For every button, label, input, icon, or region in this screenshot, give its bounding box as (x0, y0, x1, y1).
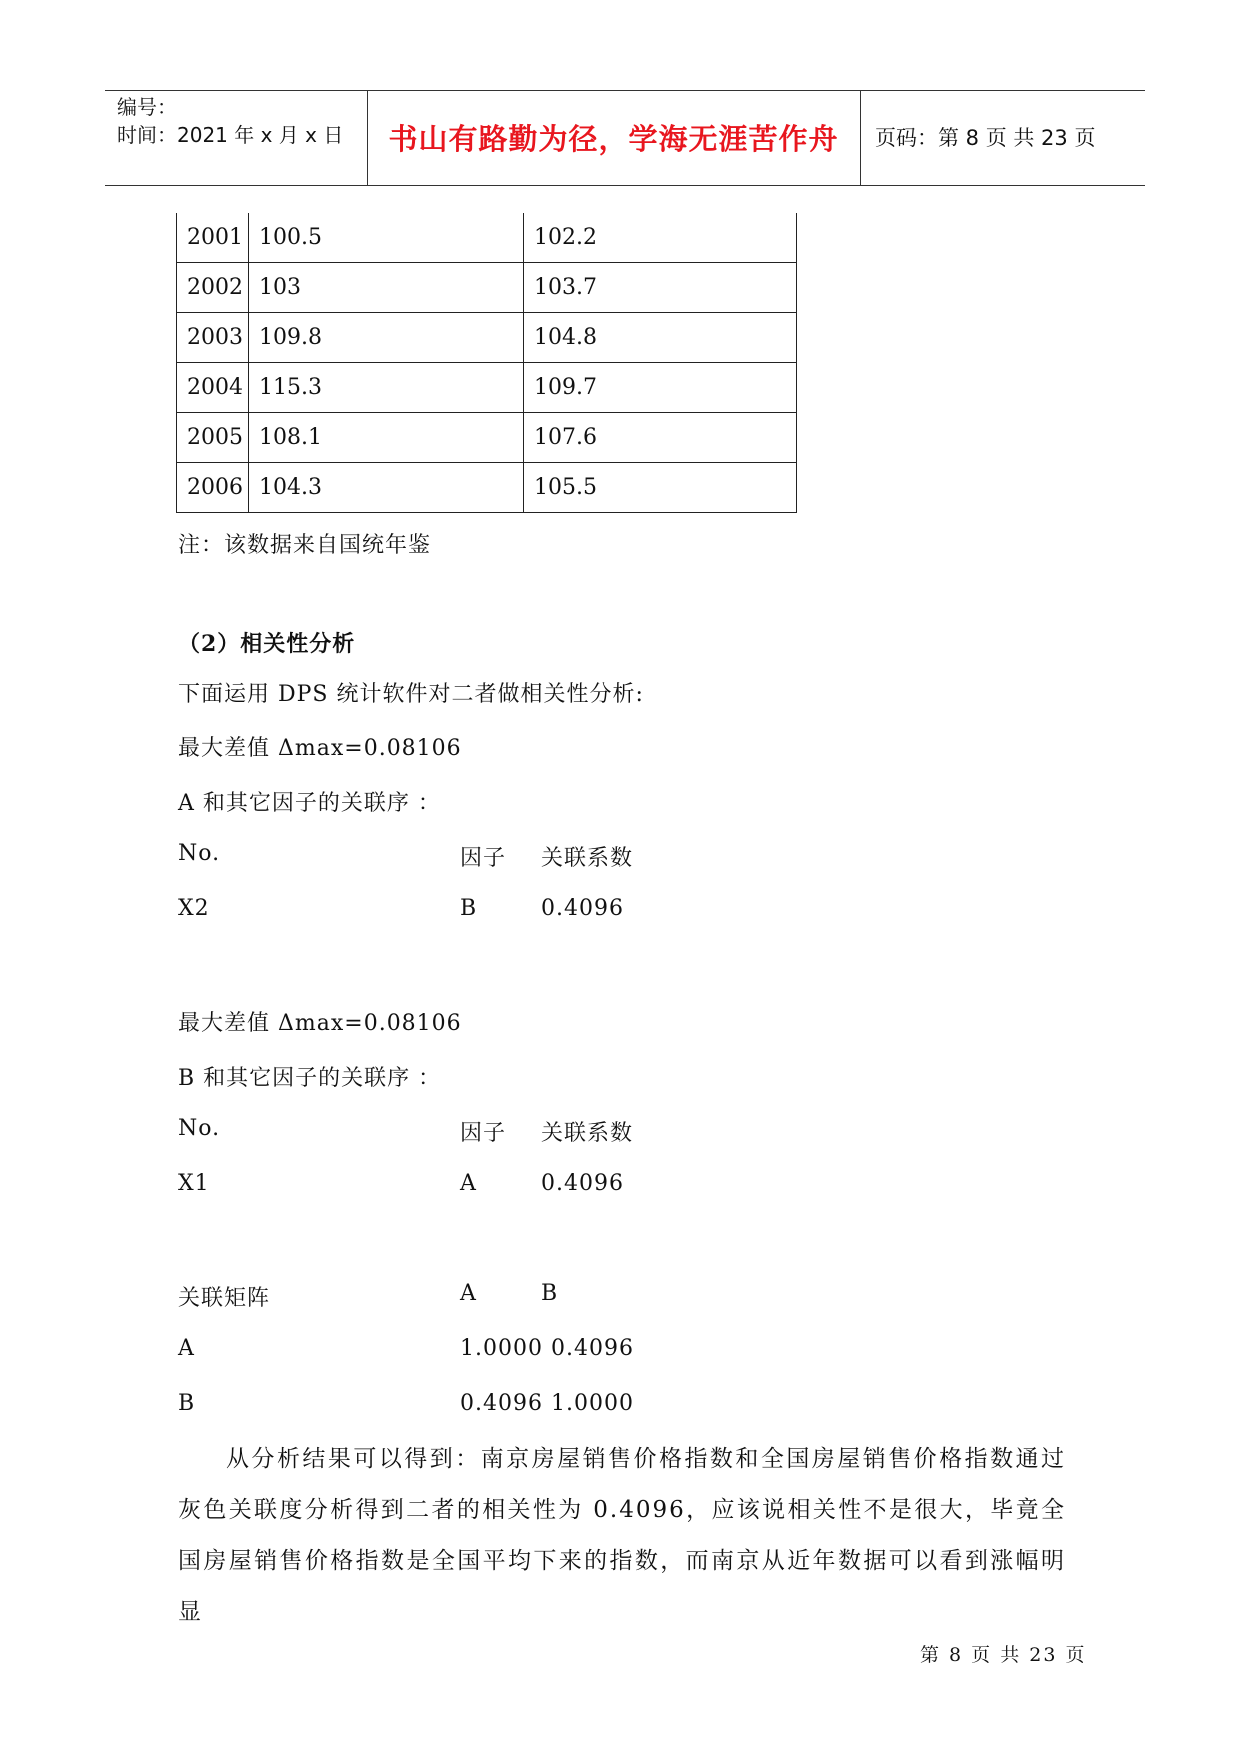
matrix-col-a: A (460, 1281, 477, 1306)
table-row (177, 213, 797, 263)
col-coef-b: 关联系数 (541, 1121, 634, 1146)
table-cell-year: 2001 (177, 213, 249, 263)
header-divider (860, 91, 861, 185)
col-factor-a: 因子 (460, 846, 507, 871)
document-number-label: 编号： (117, 95, 177, 119)
row-no-a: X2 (178, 896, 210, 921)
header-page-label: 页码：第 8 页 共 23 页 (875, 126, 1096, 150)
row-factor-a: B (460, 896, 478, 921)
section-heading: （2）相关性分析 (178, 631, 356, 657)
col-coef-a: 关联系数 (541, 846, 634, 871)
table-note: 注：该数据来自国统年鉴 (178, 533, 432, 558)
table-cell-a: 100.5 (249, 213, 524, 263)
matrix-row-b-values: 0.4096 1.0000 (460, 1391, 634, 1416)
table-cell-year: 2004 (177, 363, 249, 413)
matrix-row-b-label: B (178, 1391, 196, 1416)
row-factor-b: A (460, 1171, 477, 1196)
matrix-title: 关联矩阵 (178, 1286, 271, 1311)
col-no-b: No. (178, 1116, 221, 1141)
row-no-b: X1 (178, 1171, 210, 1196)
order-title-b: B 和其它因子的关联序 ： (178, 1066, 442, 1091)
page-footer: 第 8 页 共 23 页 (920, 1644, 1087, 1666)
table-cell-a: 115.3 (249, 363, 524, 413)
order-title-a: A 和其它因子的关联序 ： (178, 791, 441, 816)
table-cell-year: 2003 (177, 313, 249, 363)
col-no-a: No. (178, 841, 221, 866)
table-cell-a: 103 (249, 263, 524, 313)
table-cell-b: 105.5 (524, 463, 797, 513)
table-cell-b: 103.7 (524, 263, 797, 313)
page-header (105, 90, 1145, 186)
matrix-row-a-label: A (178, 1336, 195, 1361)
table-row (177, 313, 797, 363)
table-cell-year: 2006 (177, 463, 249, 513)
table-cell-b: 104.8 (524, 313, 797, 363)
table-row (177, 263, 797, 313)
table-cell-a: 104.3 (249, 463, 524, 513)
max-diff-a: 最大差值 Δmax=0.08106 (178, 736, 462, 761)
row-coef-b: 0.4096 (541, 1171, 624, 1196)
table-row (177, 463, 797, 513)
table-row (177, 413, 797, 463)
col-factor-b: 因子 (460, 1121, 507, 1146)
price-index-table (176, 213, 797, 513)
conclusion-paragraph: 从分析结果可以得到：南京房屋销售价格指数和全国房屋销售价格指数通过灰色关联度分析得到二者的相关性为 0.4096，应该说相关性不是很大，毕竟全国房屋销售价格指数是全国平均下来的指数，而南京从近年数据可以看到涨幅明显 (178, 1446, 1066, 1625)
table-cell-a: 108.1 (249, 413, 524, 463)
table-row (177, 363, 797, 413)
table-cell-year: 2002 (177, 263, 249, 313)
table-cell-year: 2005 (177, 413, 249, 463)
header-meta (117, 93, 343, 149)
header-motto: 书山有路勤为径，学海无涯苦作舟 (388, 122, 839, 156)
table-cell-a: 109.8 (249, 313, 524, 363)
document-time-label: 时间：2021 年 x 月 x 日 (117, 123, 344, 147)
matrix-row-a-values: 1.0000 0.4096 (460, 1336, 634, 1361)
row-coef-a: 0.4096 (541, 896, 624, 921)
table-cell-b: 102.2 (524, 213, 797, 263)
table-cell-b: 109.7 (524, 363, 797, 413)
table-cell-b: 107.6 (524, 413, 797, 463)
section-intro: 下面运用 DPS 统计软件对二者做相关性分析: (178, 682, 644, 707)
max-diff-b: 最大差值 Δmax=0.08106 (178, 1011, 462, 1036)
matrix-col-b: B (541, 1281, 559, 1306)
